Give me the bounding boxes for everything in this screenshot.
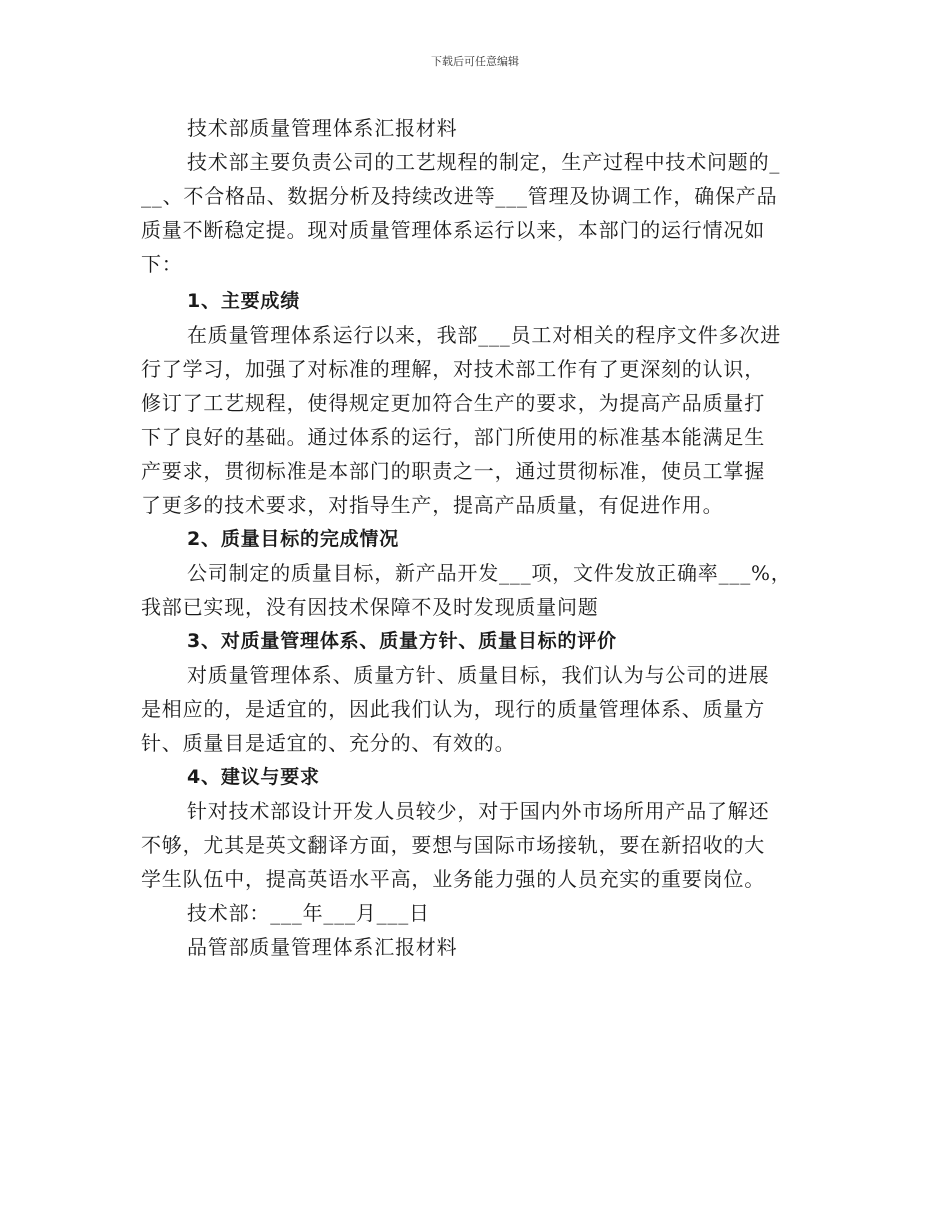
section1-line: 下了良好的基础。通过体系的运行，部门所使用的标准基本能满足生 bbox=[141, 425, 765, 449]
page-header-note: 下载后可任意编辑 bbox=[431, 55, 519, 68]
intro-line: 技术部主要负责公司的工艺规程的制定，生产过程中技术问题的_ bbox=[187, 150, 781, 174]
section1-line: 产要求，贯彻标准是本部门的职责之一，通过贯彻标准，使员工掌握 bbox=[141, 459, 765, 483]
section-heading-suggestions: 4、建议与要求 bbox=[187, 766, 320, 788]
next-document-title: 品管部质量管理体系汇报材料 bbox=[187, 935, 458, 959]
signature-line: 技术部：___年___月___日 bbox=[187, 901, 430, 925]
intro-line: __、不合格品、数据分析及持续改进等___管理及协调工作，确保产品 bbox=[141, 184, 778, 208]
section3-line: 对质量管理体系、质量方针、质量目标，我们认为与公司的进展 bbox=[187, 663, 770, 687]
section-heading-achievements: 1、主要成绩 bbox=[187, 290, 301, 312]
section-heading-evaluation: 3、对质量管理体系、质量方针、质量目标的评价 bbox=[187, 630, 617, 652]
intro-line: 质量不断稳定提。现对质量管理体系运行以来，本部门的运行情况如 bbox=[141, 218, 765, 242]
section4-line: 针对技术部设计开发人员较少，对于国内外市场所用产品了解还 bbox=[187, 799, 770, 823]
section3-line: 针、质量目是适宜的、充分的、有效的。 bbox=[141, 731, 516, 755]
section2-line: 我部已实现，没有因技术保障不及时发现质量问题 bbox=[141, 595, 599, 619]
section2-line: 公司制定的质量目标，新产品开发___项，文件发放正确率___%， bbox=[187, 561, 792, 585]
document-title: 技术部质量管理体系汇报材料 bbox=[187, 116, 458, 140]
section1-line: 行了学习，加强了对标准的理解，对技术部工作有了更深刻的认识， bbox=[141, 357, 765, 381]
section-heading-quality-goals: 2、质量目标的完成情况 bbox=[187, 528, 400, 550]
section4-line: 学生队伍中，提高英语水平高，业务能力强的人员充实的重要岗位。 bbox=[141, 867, 765, 891]
section3-line: 是相应的，是适宜的，因此我们认为，现行的质量管理体系、质量方 bbox=[141, 697, 765, 721]
section1-line: 在质量管理体系运行以来，我部___员工对相关的程序文件多次进 bbox=[187, 323, 781, 347]
section1-line: 了更多的技术要求，对指导生产，提高产品质量，有促进作用。 bbox=[141, 493, 724, 517]
intro-line: 下： bbox=[141, 252, 183, 276]
document-body bbox=[141, 111, 811, 964]
section1-line: 修订了工艺规程，使得规定更加符合生产的要求，为提高产品质量打 bbox=[141, 391, 765, 415]
section4-line: 不够，尤其是英文翻译方面，要想与国际市场接轨，要在新招收的大 bbox=[141, 833, 765, 857]
